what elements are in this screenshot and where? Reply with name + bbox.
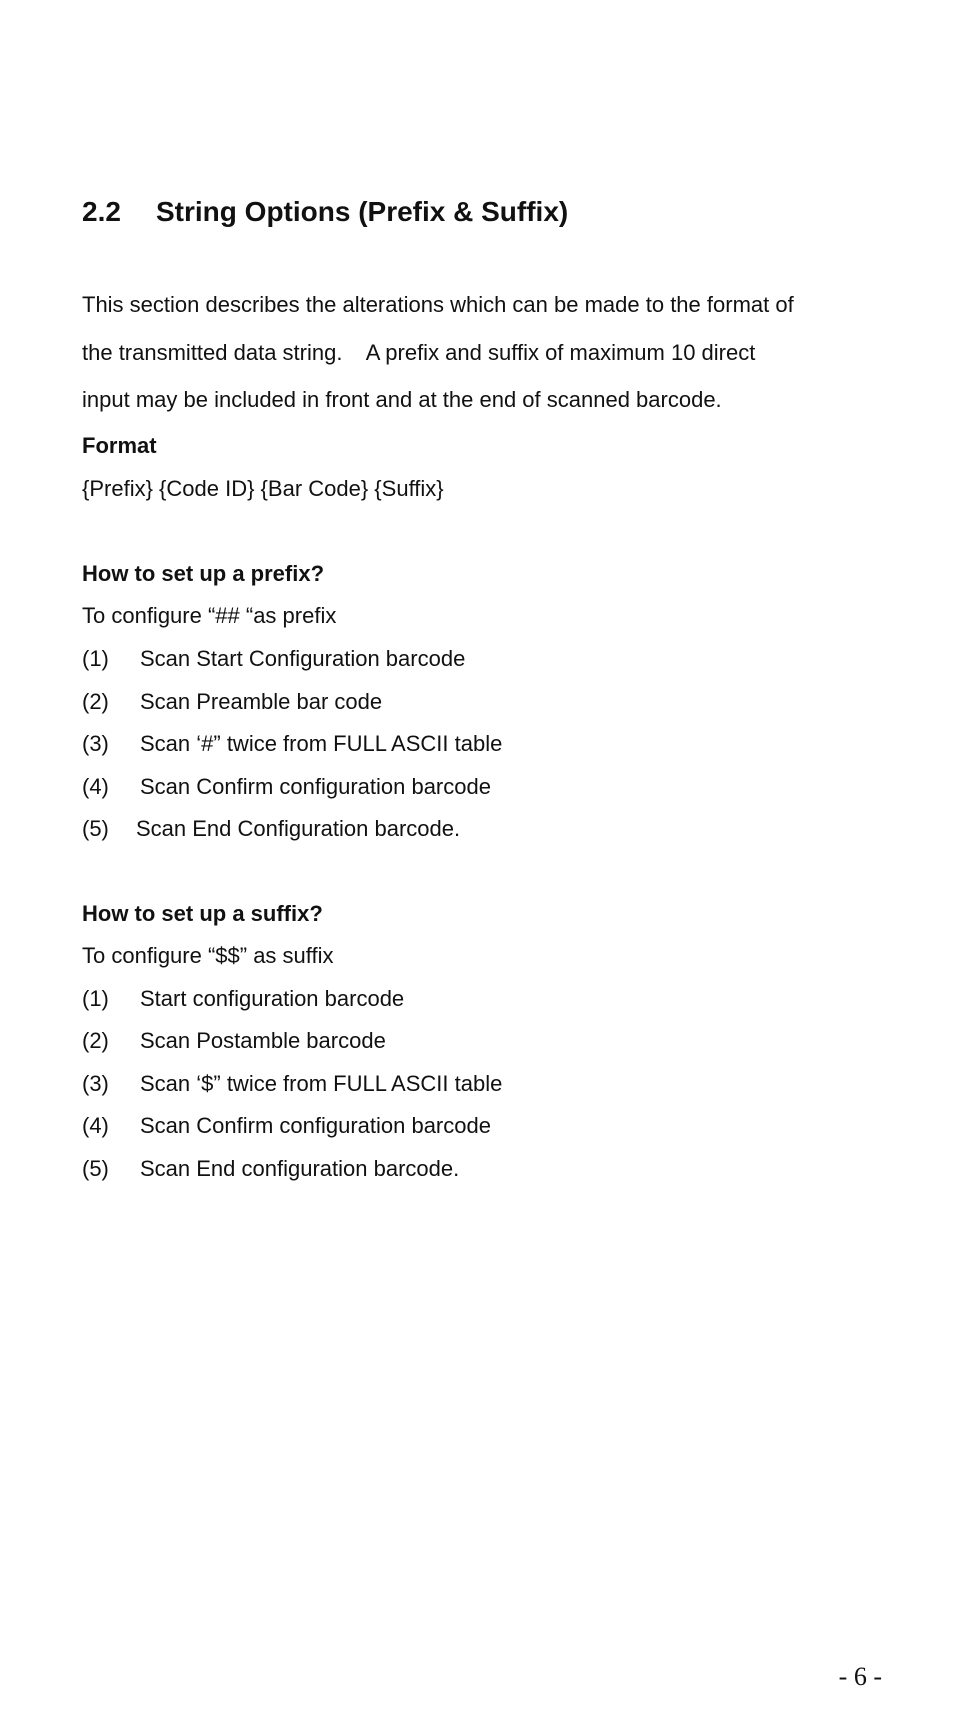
intro-line: the transmitted data string. A prefix and suffix of maximum 10 direct (82, 339, 756, 365)
intro-line: input may be included in front and at the end of scanned barcode. (82, 387, 722, 412)
format-value: {Prefix} {Code ID} {Bar Code} {Suffix} (82, 476, 444, 501)
prefix-step (82, 772, 491, 802)
suffix-heading: How to set up a suffix? (82, 901, 323, 926)
section-number: 2.2 (82, 196, 121, 227)
step-index: (2) (82, 689, 109, 714)
step-text: Scan Confirm configuration barcode (140, 774, 491, 799)
prefix-step (82, 687, 382, 717)
suffix-step (82, 1111, 491, 1141)
prefix-heading: How to set up a prefix? (82, 561, 325, 586)
step-text: Scan Confirm configuration barcode (140, 1113, 491, 1138)
suffix-step (82, 1154, 459, 1184)
step-text: Scan ‘$” twice from FULL ASCII table (140, 1071, 503, 1096)
step-text: Scan Start Configuration barcode (140, 646, 466, 671)
step-text: Scan Postamble barcode (140, 1028, 386, 1053)
suffix-step (82, 1069, 502, 1099)
step-text: Scan End configuration barcode. (140, 1156, 460, 1181)
intro-line: This section describes the alterations which can be made to the format of (82, 292, 794, 317)
prefix-step (82, 729, 502, 759)
step-index: (4) (82, 1113, 109, 1138)
suffix-intro: To configure “$$” as suffix (82, 943, 334, 968)
step-text: Start configuration barcode (140, 986, 405, 1011)
page-number: - 6 - (838, 1662, 882, 1691)
step-text: Scan Preamble bar code (140, 689, 383, 714)
step-index: (4) (82, 774, 109, 799)
intro-paragraph (82, 281, 882, 424)
step-index: (5) (82, 816, 109, 841)
step-index: (1) (82, 646, 109, 671)
step-text: Scan End Configuration barcode. (136, 816, 461, 841)
prefix-intro: To configure “## “as prefix (82, 603, 337, 628)
step-index: (2) (82, 1028, 109, 1053)
prefix-step (82, 644, 465, 674)
suffix-step (82, 984, 404, 1014)
step-text: Scan ‘#” twice from FULL ASCII table (140, 731, 503, 756)
step-index: (5) (82, 1156, 109, 1181)
suffix-step (82, 1026, 386, 1056)
section-heading (82, 192, 568, 232)
format-heading: Format (82, 433, 157, 458)
step-index: (1) (82, 986, 109, 1011)
section-title: String Options (Prefix & Suffix) (156, 196, 569, 227)
step-index: (3) (82, 1071, 109, 1096)
step-index: (3) (82, 731, 109, 756)
prefix-step (82, 814, 460, 844)
